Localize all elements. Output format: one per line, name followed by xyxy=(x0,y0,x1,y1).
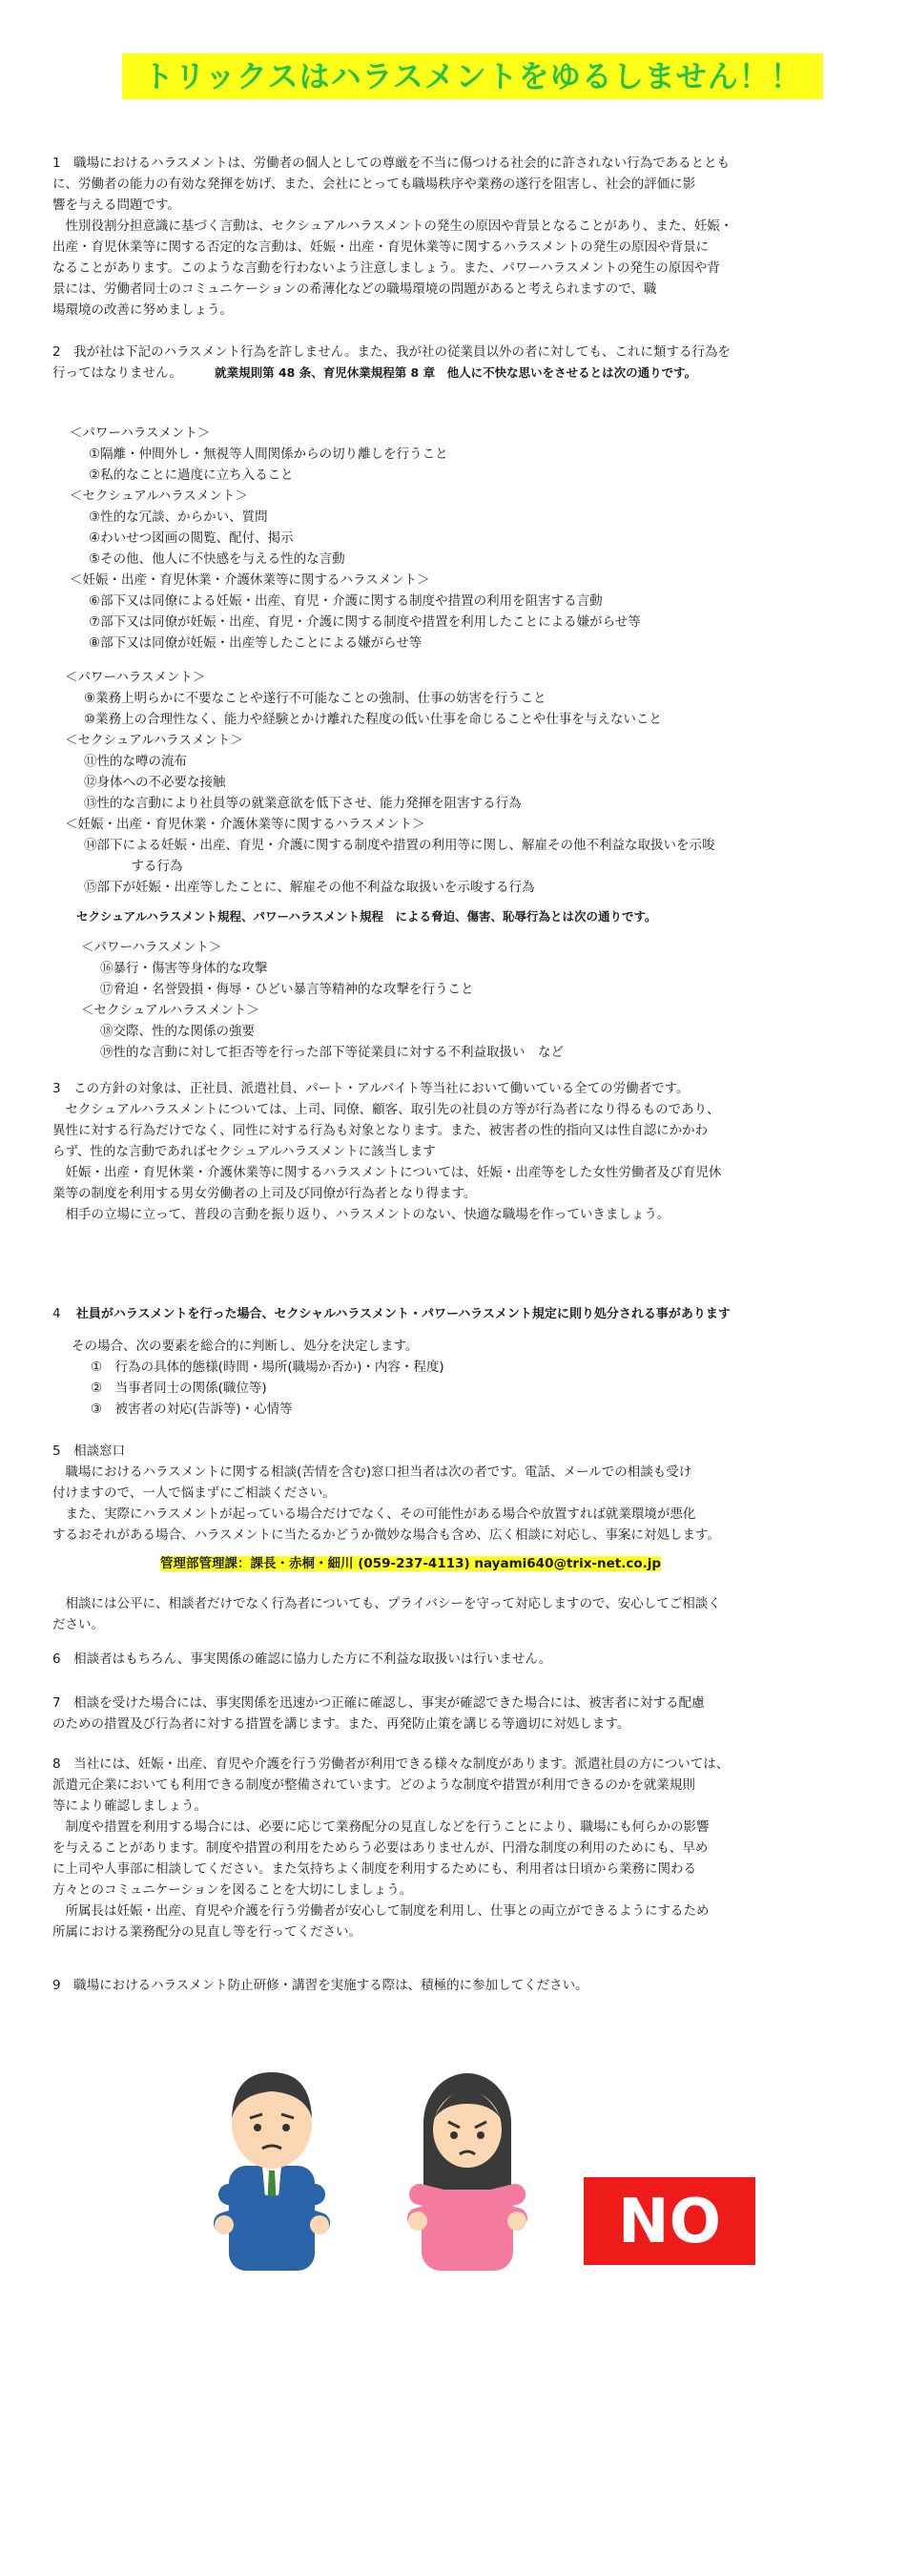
sec3-line: 3 この方針の対象は、正社員、派遣社員、パート・アルバイト等当社において働いている全ての労働者です。 xyxy=(52,1081,690,1096)
list1-line: ⑦部下又は同僚が妊娠・出産、育児・介護に関する制度や措置を利用したことによる嫌がらせ等 xyxy=(89,614,641,630)
list1-line: ③性的な冗談、からかい、質問 xyxy=(89,509,268,525)
list3-line: ＜セクシュアルハラスメント＞ xyxy=(81,1003,259,1018)
sec8-line: 方々とのコミュニケーションを図ることを大切にしましょう。 xyxy=(52,1882,413,1898)
section-4-body xyxy=(72,1336,901,1420)
list3-line: ⑰脅迫・名誉毀損・侮辱・ひどい暴言等精神的な攻撃を行うこと xyxy=(100,982,474,997)
sec1-line: 景には、労働者同士のコミュニケーションの希薄化などの職場環境の問題があると考えられますので、職 xyxy=(52,281,657,297)
sec8-line: 所属長は妊娠・出産、育児や介護を行う労働者が安心して制度を利用し、仕事との両立ができるようにするため xyxy=(52,1903,710,1919)
sec1-line: 1 職場におけるハラスメントは、労働者の個人としての尊厳を不当に傷つける社会的に許されない行為であるととも xyxy=(52,156,731,171)
sec8-line: 制度や措置を利用する場合には、必要に応じて業務配分の見直しなどを行うことにより、職場にも何らかの影響 xyxy=(52,1819,710,1835)
section-2-rule-reference: 就業規則第 48 条、育児休業規程第 8 章 他人に不快な思いをさせるとは次の通りです。 xyxy=(215,365,697,380)
section-4-heading-row xyxy=(52,1303,882,1325)
sec8-line: 派遣元企業においても利用できる制度が整備されています。どのような制度や措置が利用できるのかを就業規則 xyxy=(52,1777,695,1793)
sec1-line: なることがあります。このような言動を行わないよう注意しましょう。また、パワーハラスメントの発生の原因や背 xyxy=(52,260,720,276)
sec5-line: また、実際にハラスメントが起っている場合だけでなく、その可能性がある場合や放置すれば就業環境が悪化 xyxy=(52,1506,696,1522)
no-harassment-illustration xyxy=(210,2051,773,2309)
list1-line: ⑧部下又は同僚が妊娠・出産等したことによる嫌がらせ等 xyxy=(89,635,423,651)
section-2-text: 行ってはなりません。 xyxy=(52,365,182,381)
section-4-intro: その場合、次の要素を総合的に判断し、処分を決定します。 xyxy=(72,1339,419,1354)
list1-line: ⑤その他、他人に不快感を与える性的な言動 xyxy=(89,551,345,567)
sec1-line: 性別役割分担意識に基づく言動は、セクシュアルハラスメントの発生の原因や背景となることがあり、また、妊娠・ xyxy=(52,218,733,234)
list2-line: ＜セクシュアルハラスメント＞ xyxy=(65,733,243,748)
threat-definition-note: セクシュアルハラスメント規程、パワーハラスメント規程 による脅迫、傷害、恥辱行為とは次の通りです。 xyxy=(76,909,657,924)
woman-figure xyxy=(408,2073,526,2271)
sec5after-line: ださい。 xyxy=(52,1617,104,1632)
list2-line: ⑭部下による妊娠・出産、育児・介護に関する制度や措置の利用等に関し、解雇その他不利益な取扱いを示唆 xyxy=(84,838,715,853)
section-4 xyxy=(52,1303,882,1325)
list2-line: ⑫身体への不必要な接触 xyxy=(84,775,226,790)
list1-line: ④わいせつ図画の閲覧、配付、掲示 xyxy=(89,530,294,546)
contact-row xyxy=(160,1553,907,1574)
list3-line: ⑲性的な言動に対して拒否等を行った部下等従業員に対する不利益取扱い など xyxy=(100,1045,564,1060)
list1-line: ⑥部下又は同僚による妊娠・出産、育児・介護に関する制度や措置の利用を阻害する言動 xyxy=(89,593,603,609)
sec3-line: 業等の制度を利用する男女労働者の上司及び同僚が行為者となり得ます。 xyxy=(52,1186,477,1201)
list2-line: ⑨業務上明らかに不要なことや遂行不可能なことの強制、仕事の妨害を行うこと xyxy=(84,691,546,706)
section-4-items xyxy=(72,1357,901,1420)
contact-info: 管理部管理課：課長・赤桐・細川 (059-237-4113) nayami640@trix-net.co.jp xyxy=(160,1556,662,1571)
section-4-heading: 社員がハラスメントを行った場合、セクシャルハラスメント・パワーハラスメント規定に則り処分される事があります xyxy=(75,1307,731,1321)
harassment-list-2 xyxy=(65,667,715,898)
sec8-line: に上司や人事部に相談してください。また気持ちよく制度を利用するためにも、利用者は日頃から業務に関わる xyxy=(52,1861,696,1877)
sec4items-line: ③ 被害者の対応(告訴等)・心情等 xyxy=(91,1402,293,1417)
section-8 xyxy=(52,1754,882,1942)
section-2-line-2 xyxy=(52,363,882,384)
sec5-line: するおそれがある場合、ハラスメントに当たるかどうか微妙な場合も含め、広く相談に対応し、事案に対処します。 xyxy=(52,1527,720,1543)
list2-line: する行為 xyxy=(118,859,183,874)
section-4-number: 4 xyxy=(52,1306,61,1321)
list2-line: ⑬性的な言動により社員等の就業意欲を低下させ、能力発揮を阻害する行為 xyxy=(84,796,522,811)
list3-line: ⑯暴行・傷害等身体的な攻撃 xyxy=(100,961,268,976)
list2-line: ＜パワーハラスメント＞ xyxy=(65,670,206,685)
section-5 xyxy=(52,1441,882,1546)
section-5-followup xyxy=(52,1593,882,1635)
list2-line: ⑪性的な噂の流布 xyxy=(84,754,187,769)
section-2-line-1: 2 我が社は下記のハラスメント行為を許しません。また、我が社の従業員以外の者に対しても、これに類する行為を xyxy=(52,344,731,360)
list1-line: ①隔離・仲間外し・無視等人間関係からの切り離しを行うこと xyxy=(89,447,448,462)
sec5-line: 職場におけるハラスメントに関する相談(苦情を含む)窓口担当者は次の者です。電話、メールでの相談も受け xyxy=(52,1465,692,1480)
page-title: トリックスはハラスメントをゆるしません！！ xyxy=(122,53,823,99)
sec1-line: 場環境の改善に努めましょう。 xyxy=(52,302,233,318)
section-7 xyxy=(52,1693,882,1735)
sec5-line: 5 相談窓口 xyxy=(52,1444,126,1459)
no-sign xyxy=(584,2177,755,2265)
list3-line: ⑱交際、性的な関係の強要 xyxy=(100,1024,255,1039)
sec1-line: 出産・育児休業等に関する否定的な言動は、妊娠・出産・育児休業等に関するハラスメントの発生の原因や背景に xyxy=(52,239,710,255)
sec3-line: 異性に対する行為だけでなく、同性に対する行為も対象となります。また、被害者の性的指向又は性自認にかかわ xyxy=(52,1123,709,1138)
list1-line: ②私的なことに過度に立ち入ること xyxy=(89,467,294,483)
sec7-line: のための措置及び行為者に対する措置を講じます。また、再発防止策を講じる等適切に対処します。 xyxy=(52,1716,630,1732)
sec5-line: 付けますので、一人で悩まずにご相談ください。 xyxy=(52,1485,336,1501)
list2-line: ＜妊娠・出産・育児休業・介護休業等に関するハラスメント＞ xyxy=(65,817,425,832)
list3-line: ＜パワーハラスメント＞ xyxy=(81,940,222,955)
sec3-line: らず、性的な言動であればセクシュアルハラスメントに該当します xyxy=(52,1144,436,1159)
section-9: 9 職場におけるハラスメント防止研修・講習を実施する際は、積極的に参加してください。 xyxy=(52,1978,588,1993)
sec4items-line: ② 当事者同士の関係(職位等) xyxy=(91,1381,267,1396)
harassment-list-3 xyxy=(81,937,564,1063)
sec7-line: 7 相談を受けた場合には、事実関係を迅速かつ正確に確認し、事実が確認できた場合には、被害者に対する配慮 xyxy=(52,1695,705,1711)
sec8-line: 8 当社には、妊娠・出産、育児や介護を行う労働者が利用できる様々な制度があります。派遣社員の方については、 xyxy=(52,1756,730,1772)
harassment-list-1 xyxy=(70,423,641,654)
man-figure xyxy=(215,2072,329,2271)
list1-line: ＜妊娠・出産・育児休業・介護休業等に関するハラスメント＞ xyxy=(70,572,430,588)
sec3-line: 相手の立場に立って、普段の言動を振り返り、ハラスメントのない、快適な職場を作っていきましょう。 xyxy=(52,1207,670,1222)
list2-line: ⑮部下が妊娠・出産等したことに、解雇その他不利益な取扱いを示唆する行為 xyxy=(84,880,535,895)
sec8-line: を与えることがあります。制度や措置の利用をためらう必要はありませんが、円滑な制度の利用のためにも、早め xyxy=(52,1840,709,1856)
sec3-line: 妊娠・出産・育児休業・介護休業等に関するハラスメントについては、妊娠・出産等をした女性労働者及び育児休 xyxy=(52,1165,722,1180)
list1-line: ＜パワーハラスメント＞ xyxy=(70,426,211,441)
section-3 xyxy=(52,1078,882,1225)
section-1 xyxy=(52,153,882,321)
list2-line: ⑩業務上の合理性なく、能力や経験とかけ離れた程度の低い仕事を命じることや仕事を与えないこと xyxy=(84,712,662,727)
sec1-line: 響を与える問題です。 xyxy=(52,197,180,213)
sec1-line: に、労働者の能力の有効な発揮を妨げ、また、会社にとっても職場秩序や業務の遂行を阻害し、社会的評価に影 xyxy=(52,177,696,192)
sec8-line: 所属における業務配分の見直し等を行ってください。 xyxy=(52,1924,361,1940)
section-2 xyxy=(52,342,882,384)
sec5after-line: 相談には公平に、相談者だけでなく行為者についても、プライバシーを守って対応しますので、安心してご相談く xyxy=(52,1596,721,1611)
list1-line: ＜セクシュアルハラスメント＞ xyxy=(70,488,248,504)
sec4items-line: ① 行為の具体的態様(時間・場所(職場か否か)・内容・程度) xyxy=(91,1360,444,1375)
section-6: 6 相談者はもちろん、事実関係の確認に協力した方に不利益な取扱いは行いません。 xyxy=(52,1652,552,1667)
sec3-line: セクシュアルハラスメントについては、上司、同僚、顧客、取引先の社員の方等が行為者になり得るものであり、 xyxy=(52,1102,720,1117)
no-sign-text: NO xyxy=(618,2187,721,2257)
sec8-line: 等により確認しましょう。 xyxy=(52,1798,207,1814)
